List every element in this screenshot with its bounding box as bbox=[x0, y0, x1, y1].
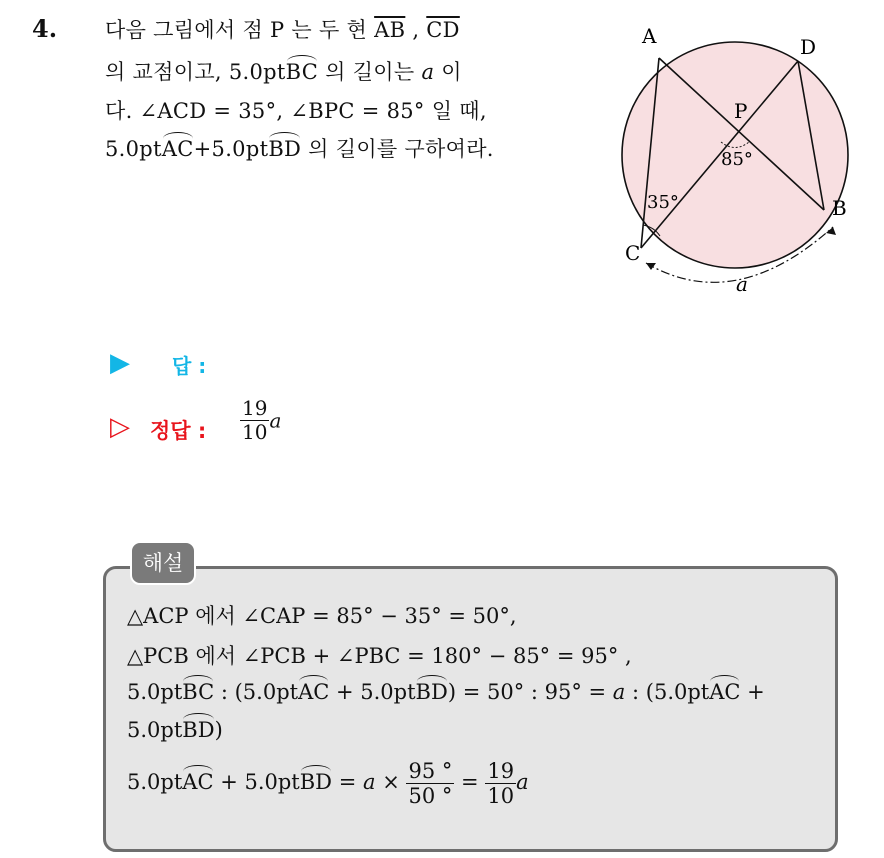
answer-denominator: 10 bbox=[242, 420, 268, 444]
problem-line-1 bbox=[105, 14, 460, 44]
pt-token: 5.0pt bbox=[127, 680, 183, 704]
pt-token: 5.0pt bbox=[211, 137, 269, 161]
arc-bd: BD bbox=[268, 137, 302, 161]
arrow-head-left bbox=[646, 263, 656, 270]
problem-text: 의 길이를 구하여라. bbox=[308, 137, 494, 161]
solution-fraction-1 bbox=[406, 760, 454, 807]
label-b: B bbox=[832, 196, 847, 220]
chord-ab: $\overline{AB}$ bbox=[374, 18, 406, 42]
circle-figure bbox=[590, 25, 880, 300]
arc-ac: AC bbox=[298, 680, 330, 704]
equals-sign: = bbox=[454, 770, 486, 795]
variable-a: a bbox=[612, 680, 626, 704]
solution-text: ) bbox=[214, 718, 223, 742]
pt-token: 5.0pt bbox=[127, 770, 183, 795]
answer-marker-icon: ▶ bbox=[110, 348, 130, 378]
solution-fraction-2 bbox=[485, 760, 516, 807]
arc-bd: BD bbox=[182, 718, 215, 742]
label-a: A bbox=[642, 25, 657, 48]
pt-token: 5.0pt bbox=[360, 680, 416, 704]
answer-variable: a bbox=[269, 408, 282, 433]
correct-marker-icon: ▷ bbox=[110, 412, 130, 442]
answer-numerator: 19 bbox=[242, 396, 268, 420]
arc-label-a: a bbox=[736, 272, 748, 296]
comma: , bbox=[412, 18, 420, 42]
answer-label: 답 : bbox=[172, 354, 207, 378]
problem-text: 다음 그림에서 점 P 는 두 현 bbox=[105, 18, 368, 42]
pt-token: 5.0pt bbox=[105, 137, 162, 161]
arc-ac: AC bbox=[161, 137, 194, 161]
fraction-denominator: 50 ° bbox=[408, 784, 453, 809]
fraction-numerator: 19 bbox=[487, 759, 515, 783]
arc-bc: BC bbox=[285, 60, 319, 84]
pt-token: 5.0pt bbox=[244, 770, 300, 795]
plus-sign: + bbox=[193, 137, 212, 161]
solution-text: + bbox=[213, 770, 245, 795]
fraction-denominator: 10 bbox=[487, 784, 515, 809]
solution-line-5 bbox=[127, 760, 529, 807]
fraction-numerator: 95 ° bbox=[408, 759, 453, 783]
problem-text: 이 bbox=[441, 60, 462, 84]
arc-bc: BC bbox=[182, 680, 215, 704]
question-number: 4. bbox=[32, 14, 58, 43]
solution-line-4 bbox=[127, 718, 223, 742]
solution-text: + bbox=[740, 680, 765, 704]
solution-text: ) = 50° : 95° = bbox=[447, 680, 613, 704]
label-d: D bbox=[800, 35, 817, 59]
arc-ac: AC bbox=[182, 770, 214, 795]
arc-bd: BD bbox=[415, 680, 448, 704]
solution-tab: 해설 bbox=[130, 541, 196, 585]
pt-token: 5.0pt bbox=[242, 680, 299, 704]
label-p: P bbox=[734, 99, 748, 123]
variable-a: a bbox=[516, 770, 529, 795]
problem-line-2 bbox=[105, 56, 462, 86]
pt-token: 5.0pt bbox=[228, 60, 286, 84]
angle-p-label: 85° bbox=[721, 149, 753, 170]
variable-a: a bbox=[362, 770, 376, 795]
problem-line-4 bbox=[105, 133, 494, 163]
times-sign: × bbox=[375, 770, 407, 795]
solution-text: = bbox=[332, 770, 363, 795]
solution-text: : ( bbox=[625, 680, 654, 704]
arrow-head-right bbox=[826, 227, 836, 235]
correct-answer-value bbox=[240, 398, 281, 443]
chord-cd: $\overline{CD}$ bbox=[426, 18, 460, 42]
pt-token: 5.0pt bbox=[127, 718, 183, 742]
problem-line-3: 다. ∠ACD = 35°, ∠BPC = 85° 일 때, bbox=[105, 99, 487, 123]
arc-ac: AC bbox=[709, 680, 741, 704]
arc-bd: BD bbox=[299, 770, 333, 795]
solution-line-2: △PCB 에서 ∠PCB + ∠PBC = 180° − 85° = 95° , bbox=[127, 644, 632, 668]
angle-c-label: 35° bbox=[647, 192, 679, 213]
solution-text: + bbox=[329, 680, 361, 704]
variable-a: a bbox=[421, 60, 435, 84]
answer-fraction bbox=[240, 398, 269, 443]
solution-line-1: △ACP 에서 ∠CAP = 85° − 35° = 50°, bbox=[127, 604, 517, 628]
pt-token: 5.0pt bbox=[653, 680, 710, 704]
problem-text: 의 교점이고, bbox=[105, 60, 222, 84]
solution-line-3 bbox=[127, 680, 765, 704]
problem-text: 의 길이는 bbox=[325, 60, 415, 84]
label-c: C bbox=[625, 241, 641, 265]
solution-text: : ( bbox=[214, 680, 243, 704]
correct-answer-label: 정답 : bbox=[150, 419, 207, 443]
